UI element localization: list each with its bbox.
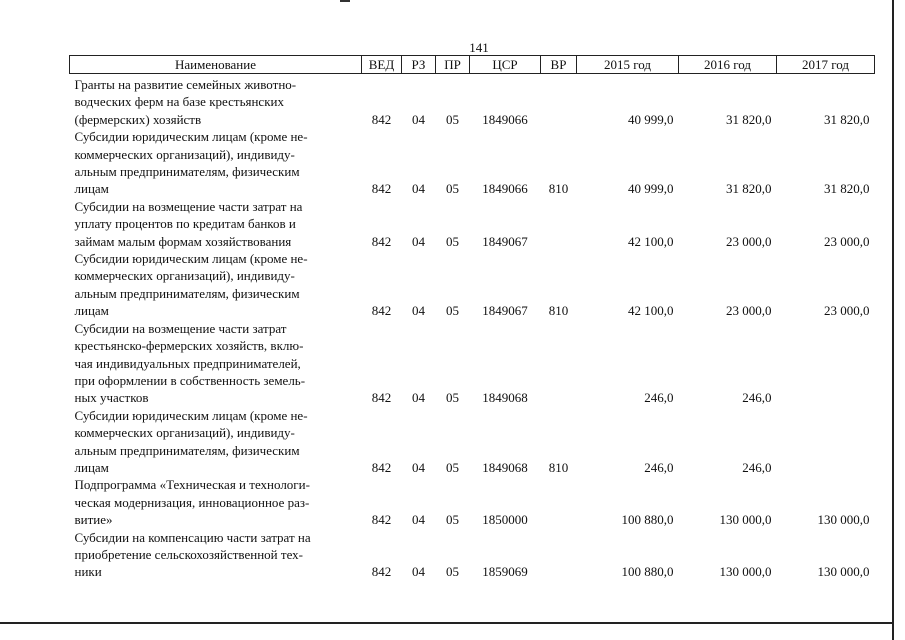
cell-csr: 1849067 — [482, 303, 528, 319]
cell-name-line: альным предпринимателям, физическим — [74, 442, 300, 458]
cell-rz: 04 — [412, 459, 425, 475]
table-row — [70, 74, 875, 129]
cell-csr: 1849067 — [482, 233, 528, 249]
table-header-row — [70, 56, 875, 74]
cell-2017: 23 000,0 — [824, 233, 870, 249]
cell-2015: 100 880,0 — [621, 512, 674, 528]
header-vr: ВР — [541, 56, 577, 74]
cell-name-line: Субсидии юридическим лицам (кроме не- — [74, 251, 308, 267]
cell-2015: 40 999,0 — [628, 181, 674, 197]
cell-pr: 05 — [446, 564, 459, 580]
cell-name — [70, 320, 362, 407]
cell-name-line: Субсидии на возмещение части затрат на — [74, 198, 303, 214]
cell-name — [70, 476, 362, 528]
table-row — [70, 476, 875, 528]
cell-rz: 04 — [412, 111, 425, 127]
table-row — [70, 407, 875, 477]
cell-name-line: Субсидии юридическим лицам (кроме не- — [74, 407, 308, 423]
cell-ved: 842 — [371, 233, 392, 249]
table-row — [70, 320, 875, 407]
cell-2017: 31 820,0 — [824, 181, 870, 197]
cell-vr — [541, 74, 577, 129]
cell-2017 — [777, 407, 875, 477]
cell-vr: 810 — [548, 181, 569, 197]
cell-2016: 246,0 — [742, 390, 772, 406]
cell-rz: 04 — [412, 390, 425, 406]
cell-name-line: крестьянско-фермерских хозяйств, вклю- — [74, 338, 304, 354]
cell-2015: 40 999,0 — [628, 111, 674, 127]
table-row — [70, 250, 875, 320]
cell-pr: 05 — [446, 303, 459, 319]
cell-name-line: альным предпринимателям, физическим — [74, 285, 300, 301]
table-row — [70, 198, 875, 250]
cell-vr — [541, 476, 577, 528]
cell-2017: 130 000,0 — [817, 564, 870, 580]
cell-name-line: займам малым формам хозяйствования — [74, 233, 292, 249]
cell-2016: 246,0 — [742, 459, 772, 475]
cell-name — [70, 250, 362, 320]
cell-name-line: Субсидии на компенсацию части затрат на — [74, 529, 311, 545]
cell-name-line: ники — [74, 564, 102, 580]
header-ved: ВЕД — [362, 56, 402, 74]
cell-ved: 842 — [371, 303, 392, 319]
header-2015: 2015 год — [577, 56, 679, 74]
cell-name-line: Субсидии юридическим лицам (кроме не- — [74, 129, 308, 145]
cell-vr — [541, 529, 577, 581]
cell-2015: 100 880,0 — [621, 564, 674, 580]
cell-2015: 42 100,0 — [628, 303, 674, 319]
cell-rz: 04 — [412, 181, 425, 197]
cell-name-line: Подпрограмма «Техническая и технологи- — [74, 477, 310, 493]
cell-name-line: коммерческих организаций), индивиду- — [74, 268, 295, 284]
cell-name — [70, 198, 362, 250]
cell-2016: 23 000,0 — [726, 233, 772, 249]
cell-name-line: водческих ферм на базе крестьянских — [74, 94, 284, 110]
cell-pr: 05 — [446, 512, 459, 528]
cell-ved: 842 — [371, 111, 392, 127]
cell-vr — [541, 320, 577, 407]
scan-edge-right — [892, 0, 894, 640]
cell-vr: 810 — [548, 459, 569, 475]
scan-edge-bottom — [0, 622, 894, 624]
scan-mark-top — [340, 0, 350, 2]
cell-pr: 05 — [446, 181, 459, 197]
cell-name-line: лицам — [74, 181, 109, 197]
cell-2016: 130 000,0 — [719, 512, 772, 528]
cell-name-line: лицам — [74, 459, 109, 475]
cell-2015: 246,0 — [644, 390, 674, 406]
cell-ved: 842 — [371, 181, 392, 197]
cell-name-line: альным предпринимателям, физическим — [74, 164, 300, 180]
cell-name-line: витие» — [74, 512, 113, 528]
cell-name-line: коммерческих организаций), индивиду- — [74, 146, 295, 162]
header-rz: РЗ — [402, 56, 436, 74]
cell-name-line: лицам — [74, 303, 109, 319]
header-name: Наименование — [70, 56, 362, 74]
budget-table — [69, 55, 875, 581]
cell-2016: 23 000,0 — [726, 303, 772, 319]
cell-pr: 05 — [446, 233, 459, 249]
table-row — [70, 128, 875, 198]
cell-2016: 130 000,0 — [719, 564, 772, 580]
cell-2017 — [777, 320, 875, 407]
cell-2015: 246,0 — [644, 459, 674, 475]
cell-csr: 1859069 — [482, 564, 528, 580]
cell-csr: 1849068 — [482, 459, 528, 475]
cell-ved: 842 — [371, 564, 392, 580]
cell-name-line: ных участков — [74, 390, 149, 406]
table-row — [70, 529, 875, 581]
cell-csr: 1849066 — [482, 181, 528, 197]
header-2017: 2017 год — [777, 56, 875, 74]
cell-name-line: Гранты на развитие семейных животно- — [74, 77, 297, 92]
cell-ved: 842 — [371, 459, 392, 475]
cell-ved: 842 — [371, 512, 392, 528]
cell-2017: 31 820,0 — [824, 111, 870, 127]
cell-vr: 810 — [548, 303, 569, 319]
cell-csr: 1849066 — [482, 111, 528, 127]
cell-pr: 05 — [446, 459, 459, 475]
cell-name-line: коммерческих организаций), индивиду- — [74, 425, 295, 441]
cell-ved: 842 — [371, 390, 392, 406]
cell-name-line: Субсидии на возмещение части затрат — [74, 320, 287, 336]
cell-2017: 23 000,0 — [824, 303, 870, 319]
table-body — [70, 74, 875, 581]
cell-csr: 1850000 — [482, 512, 528, 528]
cell-name-line: при оформлении в собственность земель- — [74, 372, 306, 388]
cell-2016: 31 820,0 — [726, 111, 772, 127]
cell-name-line: (фермерских) хозяйств — [74, 111, 202, 127]
header-pr: ПР — [436, 56, 470, 74]
cell-csr: 1849068 — [482, 390, 528, 406]
cell-name-line: ческая модернизация, инновационное раз- — [74, 494, 310, 510]
header-2016: 2016 год — [679, 56, 777, 74]
cell-pr: 05 — [446, 111, 459, 127]
page-number: 141 — [469, 40, 489, 55]
cell-2016: 31 820,0 — [726, 181, 772, 197]
cell-name — [70, 128, 362, 198]
cell-pr: 05 — [446, 390, 459, 406]
cell-name-line: уплату процентов по кредитам банков и — [74, 216, 296, 232]
cell-vr — [541, 198, 577, 250]
cell-2017: 130 000,0 — [817, 512, 870, 528]
cell-rz: 04 — [412, 303, 425, 319]
cell-rz: 04 — [412, 233, 425, 249]
cell-name — [70, 407, 362, 477]
cell-name — [70, 74, 362, 129]
cell-rz: 04 — [412, 512, 425, 528]
cell-2015: 42 100,0 — [628, 233, 674, 249]
cell-name-line: чая индивидуальных предпринимателей, — [74, 355, 301, 371]
cell-name-line: приобретение сельскохозяйственной тех- — [74, 546, 303, 562]
header-csr: ЦСР — [470, 56, 541, 74]
cell-rz: 04 — [412, 564, 425, 580]
cell-name — [70, 529, 362, 581]
